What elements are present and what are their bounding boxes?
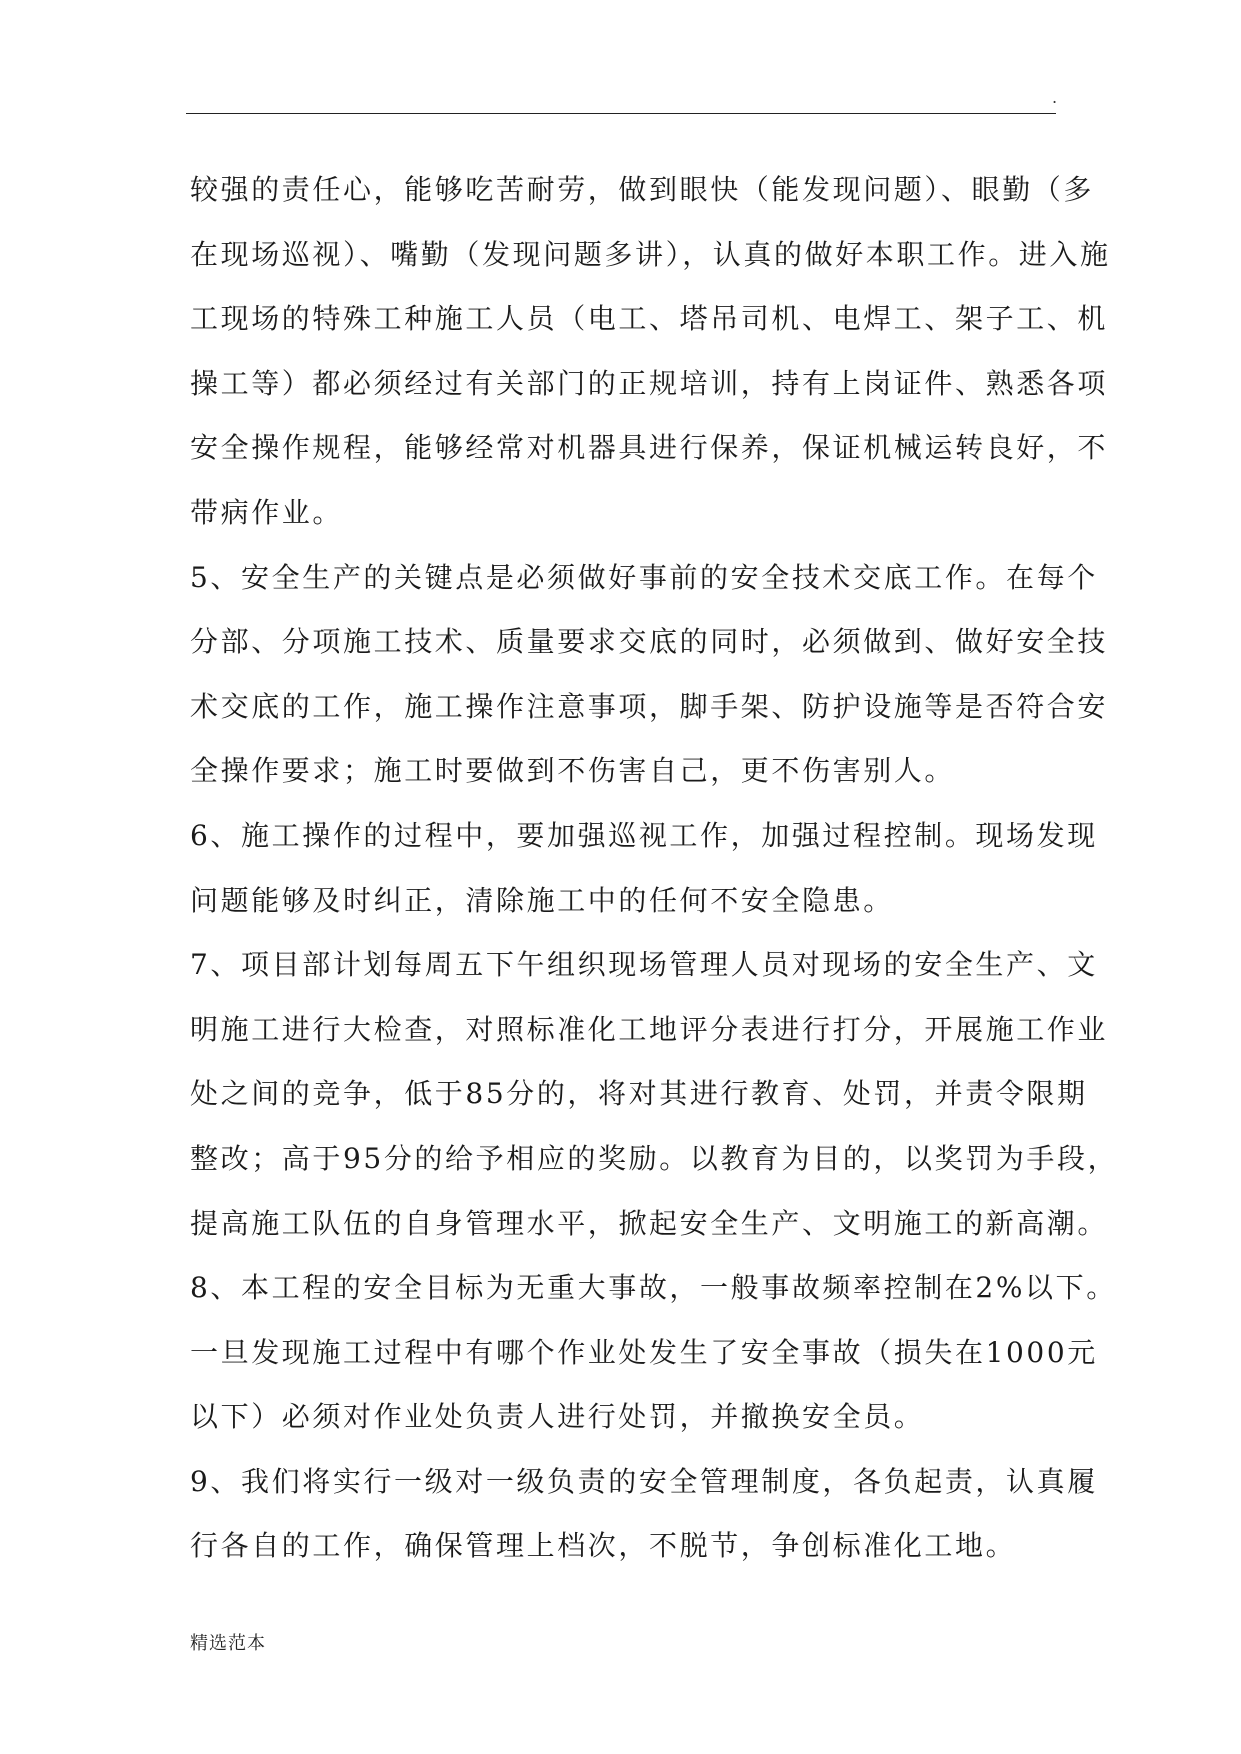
- text-line: 问题能够及时纠正，清除施工中的任何不安全隐患。: [190, 883, 894, 917]
- body-text: [190, 158, 1119, 1579]
- text-line: 以下）必须对作业处负责人进行处罚，并撤换安全员。: [190, 1400, 925, 1434]
- text-line: 术交底的工作，施工操作注意事项，脚手架、防护设施等是否符合安: [190, 689, 1109, 723]
- text-line: 提高施工队伍的自身管理水平，掀起安全生产、文明施工的新高潮。: [190, 1206, 1109, 1240]
- text-line: 8、本工程的安全目标为无重大事故，一般事故频率控制在2%以下。: [190, 1271, 1117, 1305]
- text-line: 6、施工操作的过程中，要加强巡视工作，加强过程控制。现场发现: [190, 818, 1098, 852]
- text-line: 带病作业。: [190, 495, 344, 529]
- text-line: 明施工进行大检查，对照标准化工地评分表进行打分，开展施工作业: [190, 1012, 1109, 1046]
- text-line: 处之间的竞争，低于85分的，将对其进行教育、处罚，并责令限期: [190, 1077, 1088, 1111]
- text-line: 安全操作规程，能够经常对机器具进行保养，保证机械运转良好，不: [190, 431, 1109, 465]
- text-line: 全操作要求；施工时要做到不伤害自己，更不伤害别人。: [190, 754, 956, 788]
- footer-label: 精选范本: [190, 1633, 266, 1654]
- text-line: 5、安全生产的关键点是必须做好事前的安全技术交底工作。在每个: [190, 560, 1098, 594]
- text-line: 工现场的特殊工种施工人员（电工、塔吊司机、电焊工、架子工、机: [190, 302, 1109, 336]
- text-line: 分部、分项施工技术、质量要求交底的同时，必须做到、做好安全技: [190, 625, 1109, 659]
- text-line: 整改；高于95分的给予相应的奖励。以教育为目的，以奖罚为手段，: [190, 1141, 1119, 1175]
- text-line: 行各自的工作，确保管理上档次，不脱节，争创标准化工地。: [190, 1529, 1017, 1563]
- text-line: 一旦发现施工过程中有哪个作业处发生了安全事故（损失在1000元: [190, 1335, 1098, 1369]
- text-line: 7、项目部计划每周五下午组织现场管理人员对现场的安全生产、文: [190, 948, 1098, 982]
- header-rule: [186, 113, 1056, 114]
- text-line: 9、我们将实行一级对一级负责的安全管理制度，各负起责，认真履: [190, 1464, 1098, 1498]
- text-line: 操工等）都必须经过有关部门的正规培训，持有上岗证件、熟悉各项: [190, 366, 1109, 400]
- text-line: 较强的责任心，能够吃苦耐劳，做到眼快（能发现问题）、眼勤（多: [190, 173, 1095, 206]
- text-line: 在现场巡视）、嘴勤（发现问题多讲），认真的做好本职工作。进入施: [190, 237, 1111, 271]
- header-mark: .: [1052, 88, 1058, 107]
